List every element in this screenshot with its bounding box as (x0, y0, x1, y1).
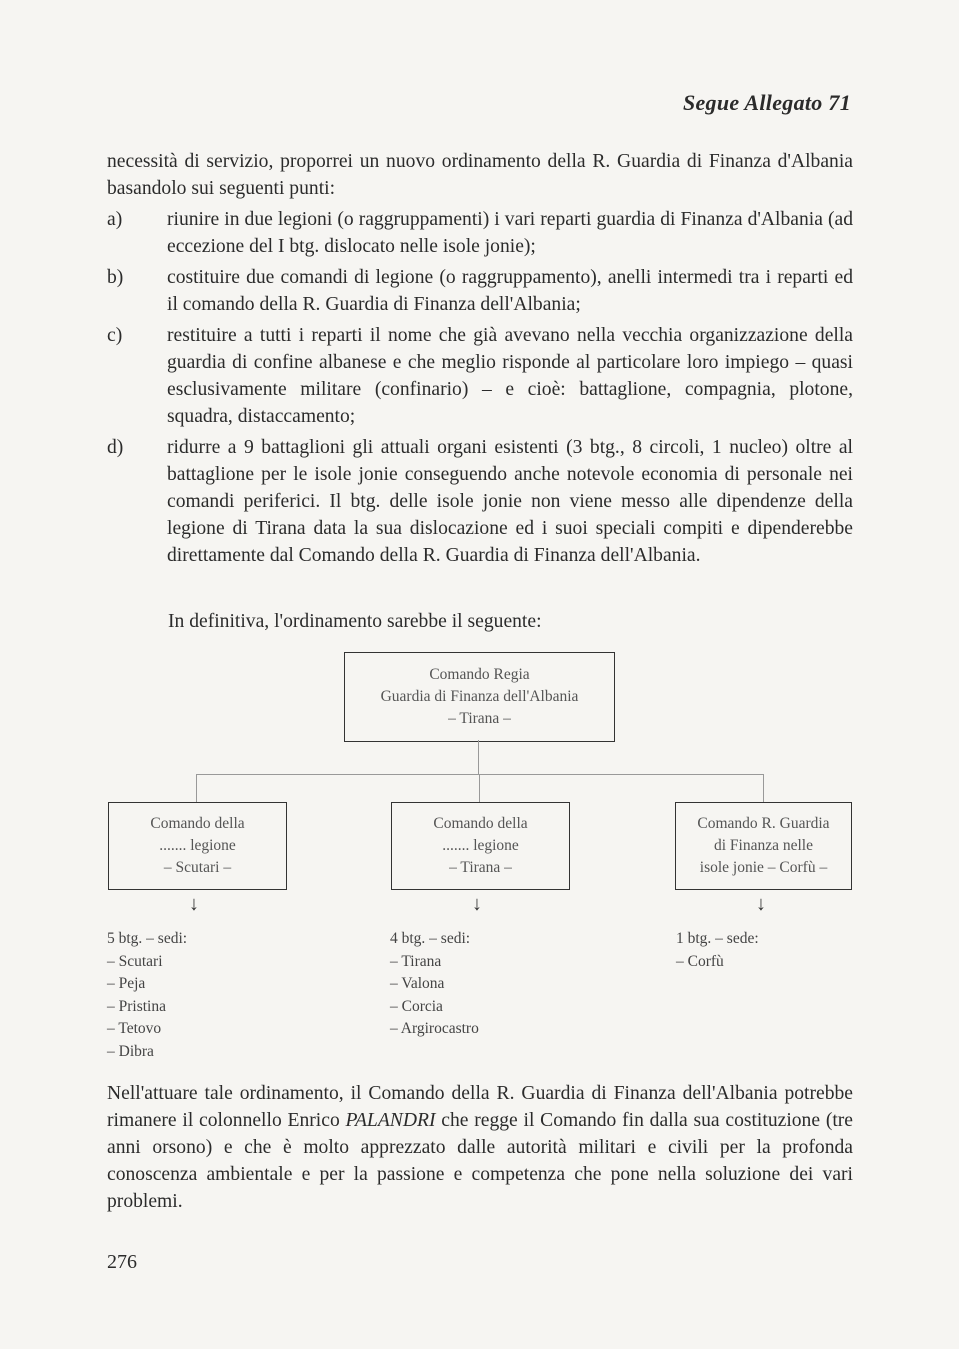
person-name: PALANDRI (345, 1110, 436, 1131)
sedi-header: 5 btg. – sedi: (107, 930, 188, 947)
arrow-down-icon: ↓ (756, 893, 766, 915)
box-line: di Finanza nelle (714, 837, 813, 854)
sedi-list-tirana (390, 928, 479, 1041)
closing-paragraph (107, 1080, 853, 1215)
org-chart-box-scutari (108, 802, 287, 890)
box-line: – Tirana – (448, 710, 511, 727)
box-line: Comando della (433, 815, 528, 832)
connector-line (479, 774, 480, 802)
sedi-header: 1 btg. – sede: (676, 930, 759, 947)
sede-item: – Tirana (390, 952, 442, 970)
list-item-label: a) (107, 209, 123, 230)
connector-line (196, 774, 764, 775)
list-item-label: d) (107, 437, 124, 458)
list-item-text: riunire in due legioni (o raggruppamenti) i vari reparti guardia di Finanza d'Albania (ad eccezione del I btg. dislocato nelle isole jonie); (167, 209, 853, 257)
box-line: Comando della (150, 815, 245, 832)
list-item (107, 264, 853, 318)
arrow-down-icon: ↓ (472, 893, 482, 915)
closing-text-start: Nell'attuare tale ordinamento, il Comando della R. Guardia di Finanza dell'Albania potrebbe rimanere il colonnello Enrico (107, 1083, 853, 1131)
sedi-list-corfu (676, 928, 759, 973)
box-line: ....... legione (159, 837, 236, 854)
intro-paragraph: necessità di servizio, proporrei un nuovo ordinamento della R. Guardia di Finanza d'Albania basandolo sui seguenti punti: (107, 151, 853, 199)
sede-item: – Valona (390, 975, 445, 992)
list-item (107, 206, 853, 260)
connector-line (478, 740, 479, 774)
list-item (107, 322, 853, 430)
box-line: Comando Regia (429, 666, 530, 683)
box-line: Comando R. Guardia (697, 815, 830, 832)
sedi-header: 4 btg. – sedi: (390, 930, 471, 947)
list-item (107, 434, 853, 569)
points-list (107, 206, 853, 573)
sede-item: – Peja (107, 975, 146, 992)
list-item-label: b) (107, 267, 124, 288)
list-item-text: costituire due comandi di legione (o raggruppamento), anelli intermedi tra i reparti ed il comando della R. Guardia di Finanza dell'Albania; (167, 267, 853, 315)
org-chart-top-box (344, 652, 615, 742)
page-number: 276 (107, 1251, 137, 1273)
arrow-down-icon: ↓ (189, 893, 199, 915)
box-line: ....... legione (442, 837, 519, 854)
sede-item: – Tetovo (107, 1020, 162, 1037)
sede-item: – Argirocastro (390, 1020, 479, 1037)
sedi-list-scutari (107, 928, 187, 1063)
sede-item: – Corfù (676, 952, 724, 970)
chart-intro: In definitiva, l'ordinamento sarebbe il seguente: (168, 611, 542, 632)
box-line: – Tirana – (449, 859, 512, 876)
page-header: Segue Allegato 71 (682, 90, 851, 115)
list-item-text: restituire a tutti i reparti il nome che già avevano nella vecchia organizzazione della guardia di confine albanese e che meglio risponde al particolare loro impiego – quasi esclusivamente militare (confinario) – e cioè: battaglione, compagnia, plotone, squadra, distaccamento; (167, 325, 853, 427)
sede-item: – Dibra (107, 1042, 154, 1060)
list-item-label: c) (107, 325, 123, 346)
sede-item: – Scutari (107, 952, 163, 970)
connector-line (196, 774, 197, 802)
org-chart-box-tirana (391, 802, 570, 890)
closing-text-end: che regge il Comando fin dalla sua costituzione (tre anni orsono) e che è molto apprezzato dalle autorità militari e civili per la profonda conoscenza ambientale e per la passione e competenza che pone nella soluzione dei vari problemi. (107, 1110, 854, 1212)
box-line: isole jonie – Corfù – (699, 859, 828, 876)
sede-item: – Pristina (107, 997, 166, 1015)
box-line: Guardia di Finanza dell'Albania (380, 688, 579, 705)
list-item-text: ridurre a 9 battaglioni gli attuali organi esistenti (3 btg., 8 circoli, 1 nucleo) oltre al battaglione per le isole jonie conseguendo anche notevole economia di personale nei comandi periferici. Il btg. delle isole jonie non viene messo alle dipendenze della legione di Tirana data la sua dislocazione ed i suoi speciali compiti e dipenderebbe direttamente dal Comando della R. Guardia di Finanza dell'Albania. (167, 437, 853, 566)
connector-line (763, 774, 764, 802)
org-chart-box-corfu (675, 802, 852, 890)
sede-item: – Corcia (390, 997, 443, 1015)
box-line: – Scutari – (163, 859, 232, 876)
